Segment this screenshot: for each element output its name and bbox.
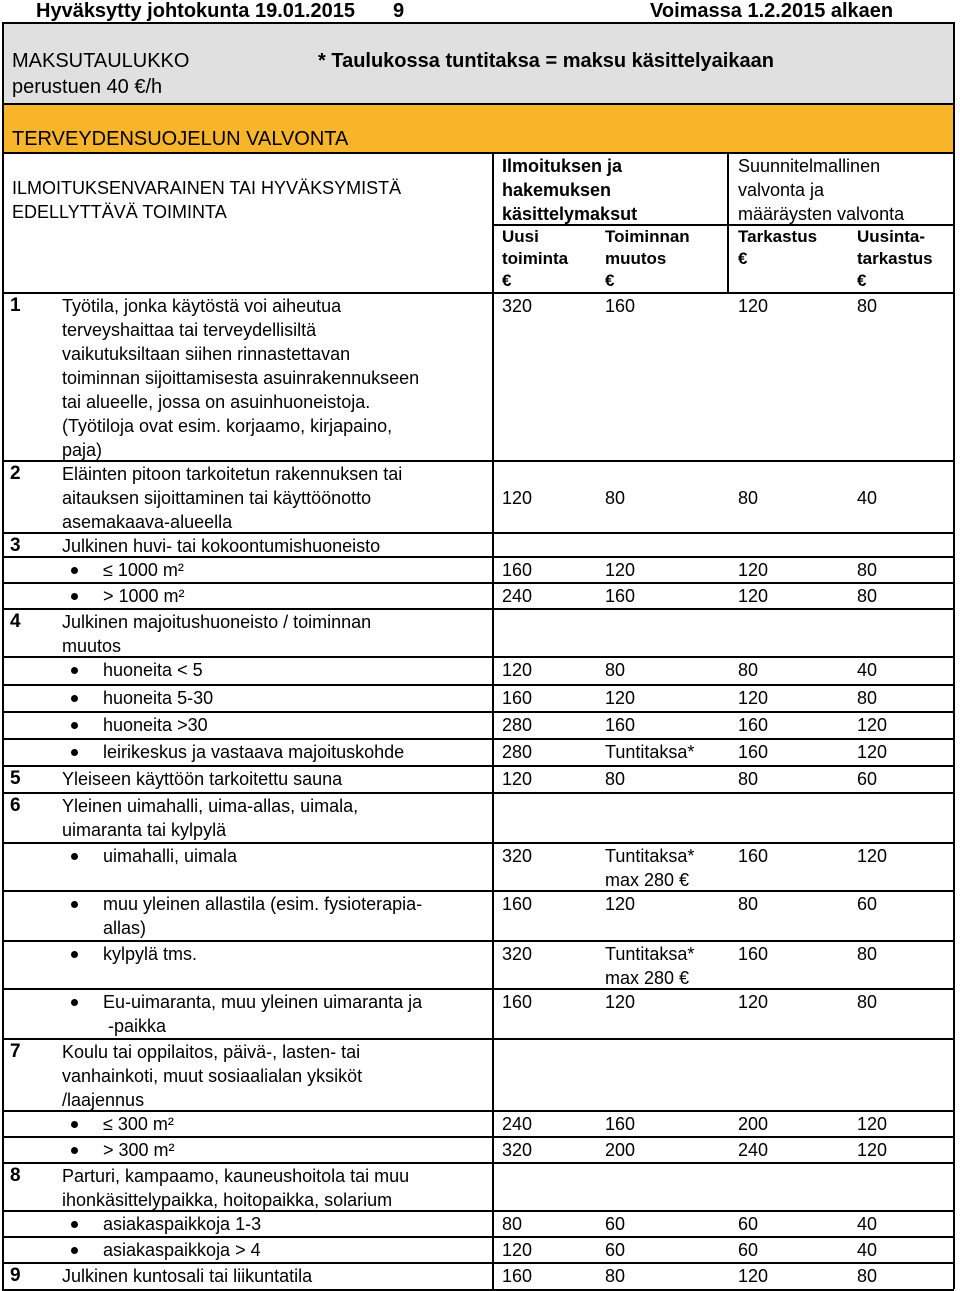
bullet-icon bbox=[71, 1121, 78, 1128]
sub-row-description: > 300 m² bbox=[103, 1140, 175, 1160]
fee-value: 40 bbox=[857, 660, 878, 680]
fee-value: 240 bbox=[502, 1114, 533, 1134]
fee-value: 120 bbox=[605, 992, 636, 1012]
row-number: 4 bbox=[10, 611, 21, 632]
col-header-reinspection: Uusinta- tarkastus € bbox=[857, 227, 933, 290]
col-header-inspection: Tarkastus € bbox=[738, 227, 818, 268]
fee-value: 160 bbox=[502, 894, 533, 914]
table-rule bbox=[492, 224, 954, 226]
fee-value: 80 bbox=[857, 586, 878, 606]
fee-value: 160 bbox=[738, 846, 769, 866]
fee-value: 160 bbox=[738, 742, 769, 762]
row-description: Julkinen huvi- tai kokoontumishuoneisto bbox=[62, 536, 381, 556]
row-number: 6 bbox=[10, 795, 21, 816]
page-number: 9 bbox=[393, 0, 405, 22]
validity-text: Voimassa 1.2.2015 alkaen bbox=[650, 0, 894, 22]
table-rule bbox=[2, 940, 954, 942]
fee-value: 80 bbox=[857, 1266, 878, 1286]
row-number: 5 bbox=[10, 768, 21, 789]
subsection-title: ILMOITUKSENVARAINEN TAI HYVÄKSYMISTÄ EDELLYTTÄVÄ TOIMINTA bbox=[12, 178, 402, 222]
fee-value: 80 bbox=[738, 488, 759, 508]
table-rule bbox=[2, 1110, 954, 1112]
fee-value: 80 bbox=[857, 296, 878, 316]
row-description: Parturi, kampaamo, kauneushoitola tai muu ihonkäsittelypaikka, hoitopaikka, solarium bbox=[62, 1166, 410, 1210]
fee-value: 80 bbox=[738, 769, 759, 789]
fee-value: 60 bbox=[857, 769, 878, 789]
fee-value: 80 bbox=[857, 944, 878, 964]
sub-row-description: leirikeskus ja vastaava majoituskohde bbox=[103, 742, 405, 762]
fee-value: 120 bbox=[605, 688, 636, 708]
approval-text: Hyväksytty johtokunta 19.01.2015 bbox=[36, 0, 356, 22]
fee-value: 80 bbox=[605, 769, 626, 789]
bullet-icon bbox=[71, 853, 78, 860]
table-rule bbox=[492, 152, 494, 1289]
table-rule bbox=[2, 890, 954, 892]
fee-value: 240 bbox=[502, 586, 533, 606]
bullet-icon bbox=[71, 1147, 78, 1154]
fee-value: 80 bbox=[738, 660, 759, 680]
fee-value: 280 bbox=[502, 715, 533, 735]
row-number: 8 bbox=[10, 1165, 21, 1186]
bullet-icon bbox=[71, 749, 78, 756]
fee-value: 60 bbox=[857, 894, 878, 914]
table-rule bbox=[2, 842, 954, 844]
table-rule bbox=[2, 608, 954, 610]
fee-value: 120 bbox=[738, 586, 769, 606]
row-description: Koulu tai oppilaitos, päivä-, lasten- tai vanhainkoti, muut sosiaalialan yksiköt /laajennus bbox=[62, 1042, 363, 1110]
sub-row-description: huoneita 5-30 bbox=[103, 688, 214, 708]
table-rule bbox=[2, 556, 954, 558]
row-description: Työtila, jonka käytöstä voi aiheutua terveyshaittaa tai terveydellisiltä vaikutuksiltaan siihen rinnastettavan toiminnan sijoittamisesta asuinrakennukseen tai alueelle, jossa on asuinhuoneistoja. (Työtiloja ovat esim. korjaamo, kirjapaino, paja) bbox=[62, 296, 420, 460]
table-rule bbox=[2, 656, 954, 658]
fee-value: 160 bbox=[605, 1114, 636, 1134]
sub-row-description: asiakaspaikkoja > 4 bbox=[103, 1240, 261, 1260]
table-rule bbox=[2, 1162, 954, 1164]
table-rule bbox=[2, 532, 954, 534]
fee-value: 80 bbox=[857, 688, 878, 708]
fee-value: 60 bbox=[605, 1240, 626, 1260]
sub-row-description: kylpylä tms. bbox=[103, 944, 198, 964]
col-header-new: Uusi toiminta € bbox=[502, 227, 569, 290]
fee-value: 120 bbox=[502, 488, 533, 508]
row-description: Julkinen majoitushuoneisto / toiminnan muutos bbox=[62, 612, 372, 656]
table-title: MAKSUTAULUKKO bbox=[12, 50, 190, 72]
fee-value: 80 bbox=[857, 560, 878, 580]
bullet-icon bbox=[71, 567, 78, 574]
fee-value: 160 bbox=[502, 560, 533, 580]
fee-value: 160 bbox=[605, 715, 636, 735]
table-rule bbox=[2, 684, 954, 686]
fee-value: 120 bbox=[502, 660, 533, 680]
table-subtitle: perustuen 40 €/h bbox=[12, 76, 163, 98]
table-rule bbox=[2, 103, 954, 105]
fee-value: 200 bbox=[738, 1114, 769, 1134]
fee-value: 200 bbox=[605, 1140, 636, 1160]
bullet-icon bbox=[71, 667, 78, 674]
fee-value: 120 bbox=[605, 560, 636, 580]
fee-value: 80 bbox=[502, 1214, 523, 1234]
sub-row-description: asiakaspaikkoja 1-3 bbox=[103, 1214, 262, 1234]
col-header-change: Toiminnan muutos € bbox=[605, 227, 690, 290]
fee-value: 320 bbox=[502, 296, 533, 316]
fee-value: 160 bbox=[605, 296, 636, 316]
fee-value: 40 bbox=[857, 488, 878, 508]
fee-value: 40 bbox=[857, 1214, 878, 1234]
fee-value: 120 bbox=[857, 1114, 888, 1134]
fee-value: 120 bbox=[605, 894, 636, 914]
bullet-icon bbox=[71, 722, 78, 729]
bullet-icon bbox=[71, 1221, 78, 1228]
table-rule bbox=[2, 765, 954, 767]
fee-value: 120 bbox=[502, 769, 533, 789]
row-number: 2 bbox=[10, 463, 21, 484]
group-header-supervision: Suunnitelmallinen valvonta ja määräysten valvonta bbox=[738, 156, 905, 224]
fee-value: 120 bbox=[502, 1240, 533, 1260]
sub-row-description: ≤ 1000 m² bbox=[103, 560, 184, 580]
bullet-icon bbox=[71, 593, 78, 600]
fee-value: 120 bbox=[738, 688, 769, 708]
fee-value: 80 bbox=[857, 992, 878, 1012]
table-rule bbox=[2, 711, 954, 713]
row-number: 9 bbox=[10, 1265, 21, 1286]
fee-value: 320 bbox=[502, 846, 533, 866]
table-rule bbox=[2, 1236, 954, 1238]
fee-value: 240 bbox=[738, 1140, 769, 1160]
fee-value: 60 bbox=[738, 1214, 759, 1234]
table-rule bbox=[2, 988, 954, 990]
fee-value: 80 bbox=[605, 488, 626, 508]
fee-value: 160 bbox=[502, 688, 533, 708]
table-rule bbox=[2, 292, 954, 294]
table-rule bbox=[2, 460, 954, 462]
table-rule bbox=[2, 1136, 954, 1138]
bullet-icon bbox=[71, 1247, 78, 1254]
fee-value: 120 bbox=[857, 742, 888, 762]
fee-value: 320 bbox=[502, 1140, 533, 1160]
row-description: Eläinten pitoon tarkoitetun rakennuksen tai aitauksen sijoittaminen tai käyttöönotto asemakaava-alueella bbox=[62, 464, 403, 532]
fee-value: 60 bbox=[738, 1240, 759, 1260]
fee-value: 40 bbox=[857, 1240, 878, 1260]
row-number: 7 bbox=[10, 1041, 21, 1062]
row-number: 1 bbox=[10, 295, 21, 316]
fee-value: 120 bbox=[857, 715, 888, 735]
row-description: Yleinen uimahalli, uima-allas, uimala, uimaranta tai kylpylä bbox=[62, 796, 359, 840]
sub-row-description: uimahalli, uimala bbox=[103, 846, 238, 866]
fee-value: 160 bbox=[738, 944, 769, 964]
fee-value: 80 bbox=[605, 1266, 626, 1286]
bullet-icon bbox=[71, 951, 78, 958]
row-description: Julkinen kuntosali tai liikuntatila bbox=[62, 1266, 313, 1286]
table-rule bbox=[2, 738, 954, 740]
table-rule bbox=[2, 582, 954, 584]
fee-value: 120 bbox=[738, 296, 769, 316]
table-rule bbox=[2, 152, 954, 154]
table-rule bbox=[727, 152, 729, 292]
section-title: TERVEYDENSUOJELUN VALVONTA bbox=[12, 128, 349, 150]
fee-value: 80 bbox=[738, 894, 759, 914]
table-rule bbox=[2, 1262, 954, 1264]
fee-value: 120 bbox=[857, 1140, 888, 1160]
fee-value: 80 bbox=[605, 660, 626, 680]
fee-value: 120 bbox=[738, 992, 769, 1012]
bullet-icon bbox=[71, 901, 78, 908]
fee-value: 160 bbox=[502, 1266, 533, 1286]
table-rule bbox=[2, 1210, 954, 1212]
table-rule bbox=[2, 22, 954, 24]
row-number: 3 bbox=[10, 535, 21, 556]
group-header-processing: Ilmoituksen ja hakemuksen käsittelymaksut bbox=[502, 156, 638, 224]
row-description: Yleiseen käyttöön tarkoitettu sauna bbox=[62, 769, 343, 789]
fee-value: 120 bbox=[857, 846, 888, 866]
sub-row-description: huoneita >30 bbox=[103, 715, 208, 735]
fee-value: 160 bbox=[605, 586, 636, 606]
table-rule bbox=[2, 792, 954, 794]
sub-row-description: > 1000 m² bbox=[103, 586, 185, 606]
fee-value: 280 bbox=[502, 742, 533, 762]
fee-value: 120 bbox=[738, 560, 769, 580]
sub-row-description: Eu-uimaranta, muu yleinen uimaranta ja -paikka bbox=[103, 992, 423, 1036]
fee-value: 60 bbox=[605, 1214, 626, 1234]
bullet-icon bbox=[71, 999, 78, 1006]
fee-value: Tuntitaksa* max 280 € bbox=[605, 944, 695, 988]
fee-value: Tuntitaksa* bbox=[605, 742, 695, 762]
table-rule bbox=[2, 1038, 954, 1040]
fee-value: 160 bbox=[738, 715, 769, 735]
sub-row-description: muu yleinen allastila (esim. fysioterapia- allas) bbox=[103, 894, 423, 938]
fee-value: 160 bbox=[502, 992, 533, 1012]
fee-value: 320 bbox=[502, 944, 533, 964]
fee-value: Tuntitaksa* max 280 € bbox=[605, 846, 695, 890]
sub-row-description: huoneita < 5 bbox=[103, 660, 203, 680]
fee-value: 120 bbox=[738, 1266, 769, 1286]
table-note: * Taulukossa tuntitaksa = maksu käsittelyaikaan bbox=[318, 50, 774, 72]
bullet-icon bbox=[71, 695, 78, 702]
sub-row-description: ≤ 300 m² bbox=[103, 1114, 174, 1134]
